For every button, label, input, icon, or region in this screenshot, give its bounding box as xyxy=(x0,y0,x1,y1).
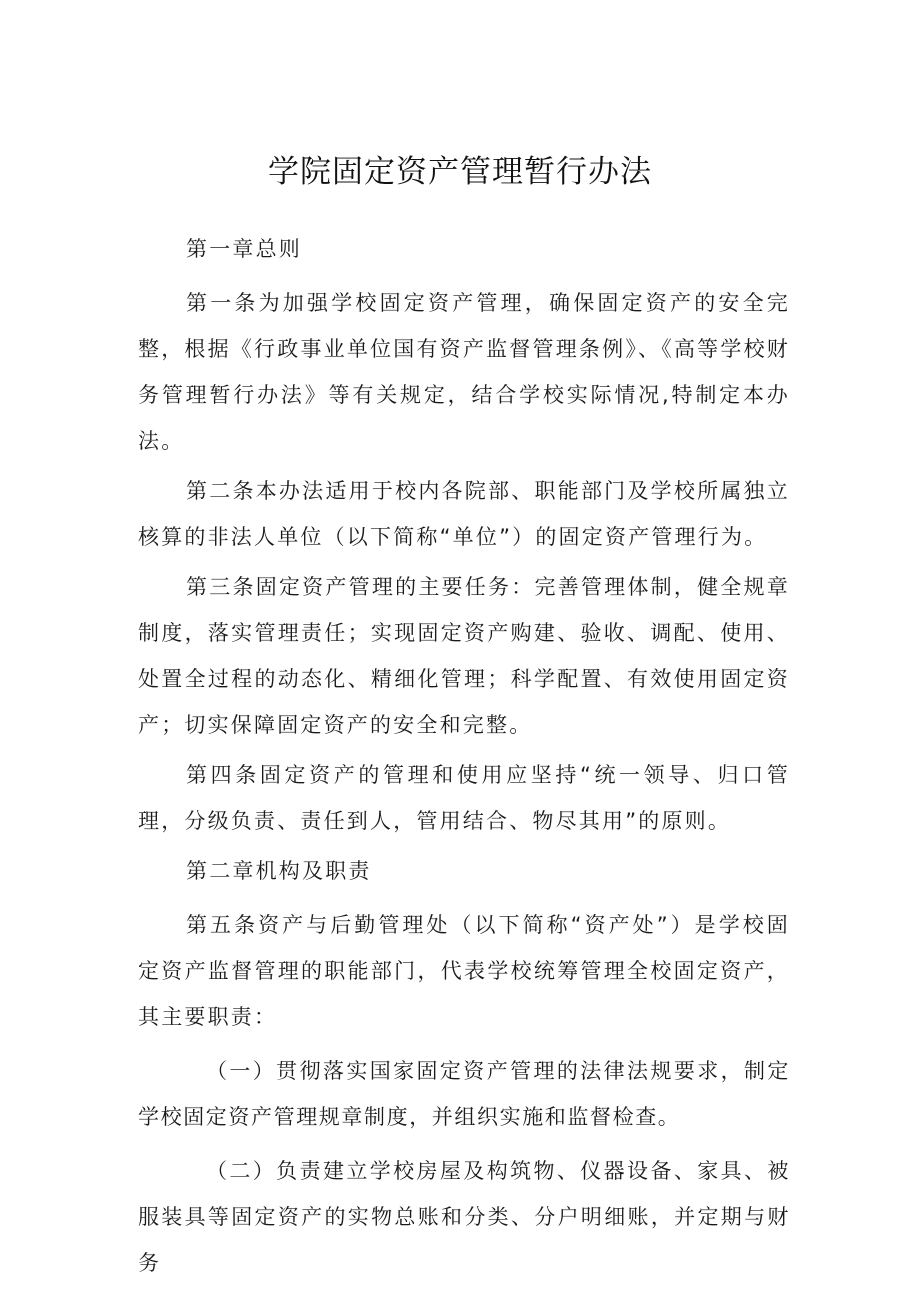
chapter-heading: 第二章机构及职责 xyxy=(186,859,372,883)
article-paragraph: 第二条本办法适用于校内各院部、职能部门及学校所属独立核算的非法人单位（以下简称“单位”）的固定资产管理行为。 xyxy=(138,479,790,549)
article-paragraph: 第一条为加强学校固定资产管理，确保固定资产的安全完整，根据《行政事业单位国有资产监督管理条例》、《高等学校财务管理暂行办法》等有关规定，结合学校实际情况,特制定本办法。 xyxy=(138,291,790,453)
list-item-paragraph: （二）负责建立学校房屋及构筑物、仪器设备、家具、被服装具等固定资产的实物总账和分类、分户明细账，并定期与财务 xyxy=(138,1159,790,1275)
article-paragraph: 第五条资产与后勤管理处（以下简称“资产处”）是学校固定资产监督管理的职能部门，代表学校统筹管理全校固定资产，其主要职责： xyxy=(138,913,790,1029)
document-title: 学院固定资产管理暂行办法 xyxy=(268,154,652,190)
list-item-paragraph: （一）贯彻落实国家固定资产管理的法律法规要求，制定学校固定资产管理规章制度，并组织实施和监督检查。 xyxy=(138,1059,790,1129)
document-body xyxy=(138,226,790,1290)
article-paragraph: 第三条固定资产管理的主要任务：完善管理体制，健全规章制度，落实管理责任；实现固定资产购建、验收、调配、使用、处置全过程的动态化、精细化管理；科学配置、有效使用固定资产；切实保障固定资产的安全和完整。 xyxy=(138,575,790,737)
chapter-heading: 第一章总则 xyxy=(186,237,302,261)
article-paragraph: 第四条固定资产的管理和使用应坚持“统一领导、归口管理，分级负责、责任到人，管用结合、物尽其用”的原则。 xyxy=(138,763,790,833)
